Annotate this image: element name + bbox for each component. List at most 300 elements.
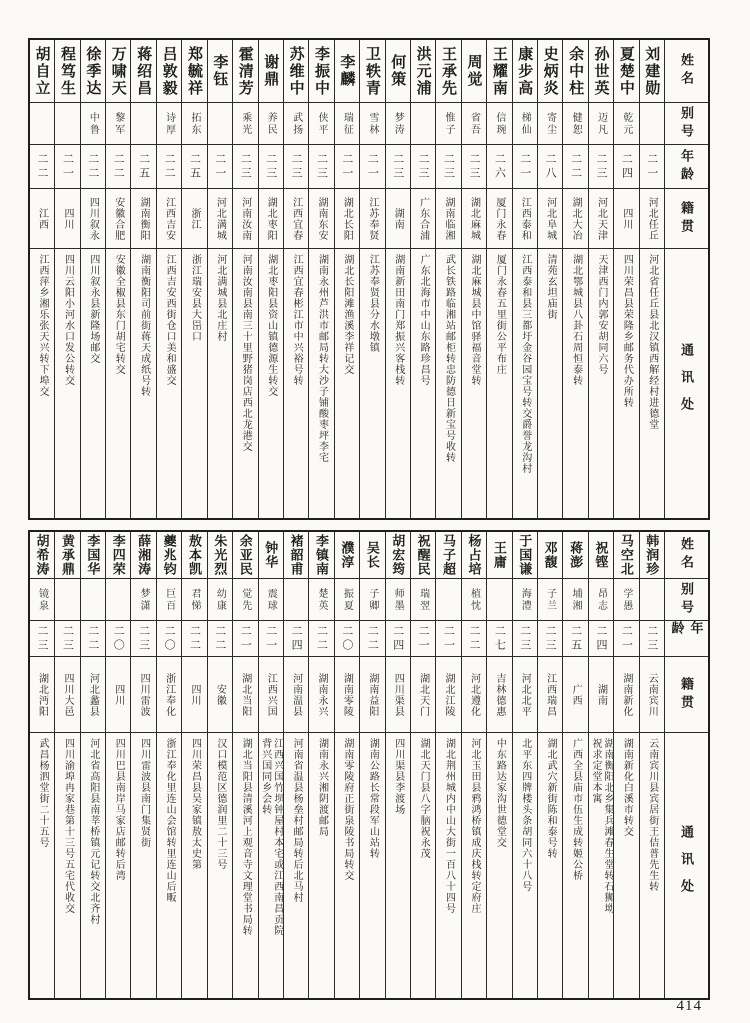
entry-age: 二〇 bbox=[112, 624, 125, 653]
entry-address: 浙江奉化里连山会馆转里连山后畈 bbox=[164, 738, 176, 903]
entry-age: 二三 bbox=[315, 152, 328, 181]
entry-age-cell bbox=[259, 144, 283, 188]
entry-age: 二〇 bbox=[340, 624, 353, 653]
entry-address-cell bbox=[81, 732, 105, 998]
entry-column bbox=[30, 40, 54, 518]
entry-age: 二一 bbox=[340, 152, 353, 181]
entry-age-cell bbox=[106, 144, 130, 188]
entry-alias-cell bbox=[563, 578, 587, 620]
entry-name-cell bbox=[589, 532, 613, 578]
entry-name-cell bbox=[182, 532, 206, 578]
entry-alias-cell bbox=[487, 578, 511, 620]
entry-column bbox=[156, 532, 181, 998]
entry-alias: 觉先 bbox=[239, 587, 251, 612]
entry-address-cell bbox=[538, 732, 562, 998]
entry-name: 李镇南 bbox=[314, 534, 330, 576]
entry-age: 二三 bbox=[137, 624, 150, 653]
entry-name-cell bbox=[55, 40, 79, 102]
entry-alias: 武扬 bbox=[290, 111, 302, 136]
entry-name: 祝醒民 bbox=[415, 534, 431, 576]
entry-alias: 植忱 bbox=[468, 587, 480, 612]
entry-name: 余亚民 bbox=[237, 534, 253, 576]
entry-native: 四川雷波 bbox=[138, 672, 150, 717]
entry-name-cell bbox=[386, 40, 410, 102]
entry-name-cell bbox=[563, 40, 587, 102]
entry-name: 王耀南 bbox=[490, 45, 508, 97]
entry-native: 河北蠡县 bbox=[87, 672, 99, 717]
entry-address: 江苏奉贤县分水墩镇 bbox=[367, 254, 379, 353]
entry-address-cell bbox=[462, 732, 486, 998]
header-native-label: 籍贯 bbox=[679, 676, 694, 713]
header-address-label: 通讯处 bbox=[679, 825, 694, 906]
entry-age-cell bbox=[386, 620, 410, 656]
entry-name: 钟华 bbox=[263, 541, 279, 569]
entry-name: 朱光烈 bbox=[212, 534, 228, 576]
entry-age-cell bbox=[182, 620, 206, 656]
entry-age-cell bbox=[614, 620, 638, 656]
entry-native-cell bbox=[386, 656, 410, 732]
entry-native-cell bbox=[462, 188, 486, 248]
header-native bbox=[665, 188, 708, 248]
entry-native-cell bbox=[513, 656, 537, 732]
entry-name-cell bbox=[589, 40, 613, 102]
entry-native: 江西宜春 bbox=[290, 196, 302, 241]
header-age bbox=[665, 144, 708, 188]
entry-age: 二二 bbox=[112, 152, 125, 181]
entry-name: 李麟 bbox=[338, 54, 356, 88]
entry-column bbox=[232, 532, 257, 998]
entry-address-cell bbox=[335, 732, 359, 998]
entry-name-cell bbox=[411, 532, 435, 578]
entry-name: 余中柱 bbox=[567, 45, 585, 97]
entry-name: 杨占培 bbox=[466, 534, 482, 576]
entry-name-cell bbox=[614, 532, 638, 578]
entry-address-cell bbox=[360, 248, 384, 518]
entry-age-cell bbox=[157, 620, 181, 656]
header-name-label: 姓名 bbox=[679, 53, 694, 89]
entry-alias: 健恕 bbox=[570, 111, 582, 136]
entry-age: 二八 bbox=[544, 152, 557, 181]
entry-name: 马空北 bbox=[618, 534, 634, 576]
entry-name: 吕敦毅 bbox=[160, 45, 178, 97]
entry-native-cell bbox=[360, 656, 384, 732]
entry-address-cell bbox=[309, 732, 333, 998]
entry-name: 濮淳 bbox=[339, 541, 355, 569]
entry-native-cell bbox=[386, 188, 410, 248]
entry-age-cell bbox=[462, 620, 486, 656]
entry-age: 二四 bbox=[391, 624, 404, 653]
entry-name: 洪元浦 bbox=[414, 45, 432, 97]
entry-name-cell bbox=[360, 532, 384, 578]
entry-native-cell bbox=[106, 656, 130, 732]
entry-address: 江西兴国竹坝钟屋村本宅或江西南昌贡院 背兴国同乡会转 bbox=[259, 738, 283, 936]
entry-alias-cell bbox=[284, 102, 308, 144]
entry-name-cell bbox=[106, 532, 130, 578]
entry-name-cell bbox=[513, 40, 537, 102]
entry-name: 于国谦 bbox=[517, 534, 533, 576]
entry-name-cell bbox=[462, 532, 486, 578]
entry-name-cell bbox=[335, 532, 359, 578]
entry-name: 胡宏筠 bbox=[390, 534, 406, 576]
entry-address-cell bbox=[233, 248, 257, 518]
entry-alias-cell bbox=[106, 102, 130, 144]
entry-column bbox=[562, 40, 587, 518]
entry-alias: 寄尘 bbox=[544, 111, 556, 136]
entry-native: 浙江 bbox=[188, 207, 200, 230]
entry-native: 吉林德惠 bbox=[493, 672, 505, 717]
entry-name: 刘建勋 bbox=[643, 45, 661, 97]
entry-alias: 迈凡 bbox=[595, 111, 607, 136]
entry-address: 湖南新田南门郑振兴客栈转 bbox=[392, 254, 404, 386]
entry-address-cell bbox=[106, 732, 130, 998]
entry-column bbox=[181, 40, 206, 518]
entry-address: 厦门永春五里街公平布庄 bbox=[494, 254, 506, 375]
entry-age-cell bbox=[309, 620, 333, 656]
entry-column bbox=[283, 532, 308, 998]
entry-column bbox=[537, 532, 562, 998]
entry-address: 河北省高阳县南莘桥镇元记转交北齐村 bbox=[87, 738, 99, 925]
entry-name-cell bbox=[411, 40, 435, 102]
entry-address-cell bbox=[614, 248, 638, 518]
entry-native: 四川叙永 bbox=[87, 196, 99, 241]
header-address bbox=[665, 248, 708, 518]
entry-name: 霍清芳 bbox=[236, 45, 254, 97]
entry-native: 湖南零陵 bbox=[341, 672, 353, 717]
entry-alias-cell bbox=[284, 578, 308, 620]
entry-alias: 巨百 bbox=[163, 587, 175, 612]
entry-address: 云南宾川县宾居街王佶普先生转 bbox=[646, 738, 658, 892]
entry-age: 二一 bbox=[264, 624, 277, 653]
entry-age-cell bbox=[411, 144, 435, 188]
entry-name-cell bbox=[538, 40, 562, 102]
entry-column bbox=[385, 40, 410, 518]
entry-native: 湖南新化 bbox=[620, 672, 632, 717]
entry-address: 汉口模范区德润里二十三号 bbox=[214, 738, 226, 870]
entry-name: 李四荣 bbox=[110, 534, 126, 576]
entry-native-cell bbox=[487, 656, 511, 732]
entry-name: 程笃生 bbox=[58, 45, 76, 97]
entry-native: 江苏奉贤 bbox=[366, 196, 378, 241]
header-age-label: 年龄 bbox=[679, 148, 694, 185]
entry-name-cell bbox=[513, 532, 537, 578]
entry-alias-cell bbox=[309, 102, 333, 144]
entry-name: 褚韶甫 bbox=[288, 534, 304, 576]
entry-address: 四川雷波县南门集贤街 bbox=[138, 738, 150, 848]
entry-alias-cell bbox=[131, 102, 155, 144]
entry-name-cell bbox=[81, 532, 105, 578]
entry-column bbox=[308, 40, 333, 518]
entry-native: 湖南益阳 bbox=[366, 672, 378, 717]
entry-name-cell bbox=[233, 532, 257, 578]
entry-native-cell bbox=[182, 188, 206, 248]
entry-address: 四川荣昌县吴家镇敖太史第 bbox=[189, 738, 201, 870]
entry-age-cell bbox=[81, 144, 105, 188]
entry-name: 李国华 bbox=[85, 534, 101, 576]
entry-column bbox=[562, 532, 587, 998]
entry-age-cell bbox=[614, 144, 638, 188]
entry-name-cell bbox=[436, 532, 460, 578]
entry-address-cell bbox=[360, 732, 384, 998]
entry-native: 四川 bbox=[620, 207, 632, 230]
entry-native-cell bbox=[182, 656, 206, 732]
header-column-top bbox=[664, 40, 708, 518]
entry-native: 河北满城 bbox=[214, 196, 226, 241]
entry-alias: 瑞翌 bbox=[417, 587, 429, 612]
entry-native-cell bbox=[538, 188, 562, 248]
entry-native-cell bbox=[411, 656, 435, 732]
entry-alias-cell bbox=[589, 578, 613, 620]
header-column-bottom bbox=[664, 532, 708, 998]
entry-native: 湖北天门 bbox=[417, 672, 429, 717]
entry-native: 四川 bbox=[61, 207, 73, 230]
entry-age: 二一 bbox=[518, 152, 531, 181]
entry-column bbox=[639, 532, 664, 998]
entry-native: 四川大邑 bbox=[61, 672, 73, 717]
header-alias bbox=[665, 102, 708, 144]
entry-column bbox=[130, 40, 155, 518]
entry-alias-cell bbox=[335, 102, 359, 144]
entry-name-cell bbox=[208, 532, 232, 578]
entry-address-cell bbox=[131, 248, 155, 518]
entry-name-cell bbox=[436, 40, 460, 102]
entry-native-cell bbox=[259, 188, 283, 248]
entry-address: 湖北天门县八字脑祝永茂 bbox=[418, 738, 430, 859]
entry-name: 韩润珍 bbox=[644, 534, 660, 576]
page-number: 414 bbox=[676, 998, 702, 1014]
entry-age: 二三 bbox=[518, 624, 531, 653]
entry-age-cell bbox=[233, 144, 257, 188]
entry-native-cell bbox=[208, 656, 232, 732]
entry-alias: 昂志 bbox=[595, 587, 607, 612]
entry-age-cell bbox=[640, 620, 664, 656]
entry-age-cell bbox=[106, 620, 130, 656]
entry-alias-cell bbox=[411, 102, 435, 144]
entry-column bbox=[156, 40, 181, 518]
entry-name-cell bbox=[284, 40, 308, 102]
entry-address-cell bbox=[462, 248, 486, 518]
entry-address-cell bbox=[386, 732, 410, 998]
entry-name-cell bbox=[563, 532, 587, 578]
entry-address-cell bbox=[487, 732, 511, 998]
entry-alias-cell bbox=[81, 102, 105, 144]
entry-alias: 振夏 bbox=[341, 587, 353, 612]
entry-native-cell bbox=[640, 188, 664, 248]
entry-column bbox=[461, 532, 486, 998]
entry-alias-cell bbox=[538, 578, 562, 620]
entry-column bbox=[207, 40, 232, 518]
entry-alias: 黎军 bbox=[112, 111, 124, 136]
entry-native-cell bbox=[309, 188, 333, 248]
entry-alias-cell bbox=[436, 102, 460, 144]
entry-native: 湖北当阳 bbox=[239, 672, 251, 717]
entry-alias-cell bbox=[55, 578, 79, 620]
entry-column bbox=[435, 532, 460, 998]
entry-age: 二三 bbox=[290, 152, 303, 181]
entry-address: 湖北长阳滩渔溪李祥记交 bbox=[341, 254, 353, 375]
entry-alias: 学愚 bbox=[620, 587, 632, 612]
entry-name-cell bbox=[131, 532, 155, 578]
entry-native: 安徽 bbox=[214, 683, 226, 706]
entry-column bbox=[486, 40, 511, 518]
entry-age-cell bbox=[131, 620, 155, 656]
entry-column bbox=[385, 532, 410, 998]
entry-native: 河北天津 bbox=[595, 196, 607, 241]
entry-alias-cell bbox=[411, 578, 435, 620]
entry-age: 二三 bbox=[417, 152, 430, 181]
entry-name: 何策 bbox=[389, 54, 407, 88]
entry-name-cell bbox=[233, 40, 257, 102]
entry-name: 李钰 bbox=[211, 54, 229, 88]
header-native-label: 籍贯 bbox=[679, 200, 694, 237]
entry-age-cell bbox=[360, 620, 384, 656]
entry-address-cell bbox=[284, 248, 308, 518]
entry-native-cell bbox=[335, 656, 359, 732]
entry-alias: 埔湘 bbox=[570, 587, 582, 612]
entry-age: 二一 bbox=[366, 152, 379, 181]
entry-name-cell bbox=[284, 532, 308, 578]
entry-address-cell bbox=[157, 732, 181, 998]
entry-address-cell bbox=[411, 732, 435, 998]
entry-age: 二一 bbox=[620, 624, 633, 653]
entry-native: 广东合浦 bbox=[417, 196, 429, 241]
entry-alias-cell bbox=[182, 102, 206, 144]
entry-native: 安徽合肥 bbox=[112, 196, 124, 241]
entry-age: 二一 bbox=[417, 624, 430, 653]
entry-address: 安徽全椒县东门胡宅转交 bbox=[113, 254, 125, 375]
entry-address-cell bbox=[563, 248, 587, 518]
entry-address-cell bbox=[55, 732, 79, 998]
entry-name-cell bbox=[182, 40, 206, 102]
entry-address: 四川叙永县新隆场邮交 bbox=[87, 254, 99, 364]
entry-name: 胡自立 bbox=[33, 45, 51, 97]
entry-age: 二二 bbox=[163, 152, 176, 181]
entry-name: 祝铿 bbox=[593, 541, 609, 569]
entry-native: 四川 bbox=[112, 683, 124, 706]
entry-address: 四川巴县南岸马家店邮转后湾 bbox=[113, 738, 125, 881]
entry-address-cell bbox=[309, 248, 333, 518]
entry-column bbox=[130, 532, 155, 998]
entry-alias: 惟子 bbox=[443, 111, 455, 136]
entry-age: 二五 bbox=[188, 152, 201, 181]
entry-name: 蒋绍昌 bbox=[135, 45, 153, 97]
entry-native: 湖北麻城 bbox=[468, 196, 480, 241]
entry-native: 湖南 bbox=[595, 683, 607, 706]
entry-native: 湖北大冶 bbox=[570, 196, 582, 241]
entry-native-cell bbox=[157, 188, 181, 248]
entry-alias-cell bbox=[589, 102, 613, 144]
entry-alias-cell bbox=[233, 102, 257, 144]
entry-age: 二三 bbox=[36, 624, 49, 653]
entry-name-cell bbox=[640, 532, 664, 578]
entry-native-cell bbox=[30, 656, 54, 732]
entry-name: 王庸 bbox=[491, 541, 507, 569]
header-alias-label: 别号 bbox=[679, 581, 694, 618]
header-native bbox=[665, 656, 708, 732]
entry-age-cell bbox=[436, 144, 460, 188]
entry-age-cell bbox=[640, 144, 664, 188]
entry-native: 厦门永春 bbox=[493, 196, 505, 241]
entry-native-cell bbox=[106, 188, 130, 248]
entry-age: 二七 bbox=[493, 624, 506, 653]
entry-address-cell bbox=[55, 248, 79, 518]
entry-age: 二二 bbox=[188, 624, 201, 653]
entry-name: 吴长 bbox=[364, 541, 380, 569]
entry-age: 二三 bbox=[467, 152, 480, 181]
entry-name: 黄承鼎 bbox=[59, 534, 75, 576]
header-name-label: 姓名 bbox=[679, 537, 694, 573]
entry-age: 二一 bbox=[213, 152, 226, 181]
entry-alias-cell bbox=[462, 102, 486, 144]
entry-name-cell bbox=[487, 40, 511, 102]
entry-native: 湖北沔阳 bbox=[36, 672, 48, 717]
entry-age-cell bbox=[309, 144, 333, 188]
entry-age: 二三 bbox=[645, 624, 658, 653]
entry-address-cell bbox=[411, 248, 435, 518]
entry-name-cell bbox=[208, 40, 232, 102]
entry-address: 清苑玄坦庙街 bbox=[545, 254, 557, 320]
entry-native-cell bbox=[55, 188, 79, 248]
entry-column bbox=[461, 40, 486, 518]
entry-name-cell bbox=[30, 532, 54, 578]
entry-age-cell bbox=[30, 144, 54, 188]
entry-alias: 幼康 bbox=[214, 587, 226, 612]
entry-native-cell bbox=[411, 188, 435, 248]
entry-alias-cell bbox=[233, 578, 257, 620]
entry-alias: 师墨 bbox=[392, 587, 404, 612]
entry-native-cell bbox=[487, 188, 511, 248]
entry-address: 四川荣昌县荣隆乡邮务代办所转 bbox=[621, 254, 633, 408]
entry-age-cell bbox=[131, 144, 155, 188]
entry-alias: 省吾 bbox=[468, 111, 480, 136]
entry-address: 河北满城县北庄村 bbox=[214, 254, 226, 342]
entry-alias-cell bbox=[360, 578, 384, 620]
entry-alias-cell bbox=[360, 102, 384, 144]
entry-name: 谢鼎 bbox=[262, 54, 280, 88]
entry-address-cell bbox=[487, 248, 511, 518]
entry-alias-cell bbox=[131, 578, 155, 620]
entry-address: 湖南衡阳北乡集兵滩春生堂转石狮坳 祝求定堂本寓 bbox=[589, 738, 613, 914]
entry-age: 二三 bbox=[442, 152, 455, 181]
entry-address: 湖北当阳县清溪河上观音寺文理堂书局转 bbox=[240, 738, 252, 936]
entry-alias-cell bbox=[157, 578, 181, 620]
entry-native: 湖北长阳 bbox=[341, 196, 353, 241]
entry-age: 二二 bbox=[366, 624, 379, 653]
entry-address: 河北省任丘县北汉镇西解经村进德堂 bbox=[646, 254, 658, 430]
entry-alias: 梦涛 bbox=[392, 111, 404, 136]
entry-native-cell bbox=[157, 656, 181, 732]
entry-address: 广西全县庙市伍生成转姬公桥 bbox=[570, 738, 582, 881]
entry-age: 二二 bbox=[86, 152, 99, 181]
entry-native-cell bbox=[462, 656, 486, 732]
entry-age: 二四 bbox=[620, 152, 633, 181]
entry-native-cell bbox=[640, 656, 664, 732]
entry-address-cell bbox=[513, 732, 537, 998]
entry-alias-cell bbox=[563, 102, 587, 144]
entry-native: 江西兴国 bbox=[265, 672, 277, 717]
entry-age-cell bbox=[487, 144, 511, 188]
entry-address: 天津西门内郭安胡同六号 bbox=[595, 254, 607, 375]
entry-column bbox=[232, 40, 257, 518]
entry-age: 二二 bbox=[467, 624, 480, 653]
entry-column bbox=[80, 532, 105, 998]
entry-native-cell bbox=[436, 188, 460, 248]
entry-age-cell bbox=[284, 144, 308, 188]
entry-alias-cell bbox=[208, 102, 232, 144]
entry-name-cell bbox=[81, 40, 105, 102]
entry-age-cell bbox=[55, 620, 79, 656]
entry-age: 二四 bbox=[594, 624, 607, 653]
entry-native-cell bbox=[436, 656, 460, 732]
